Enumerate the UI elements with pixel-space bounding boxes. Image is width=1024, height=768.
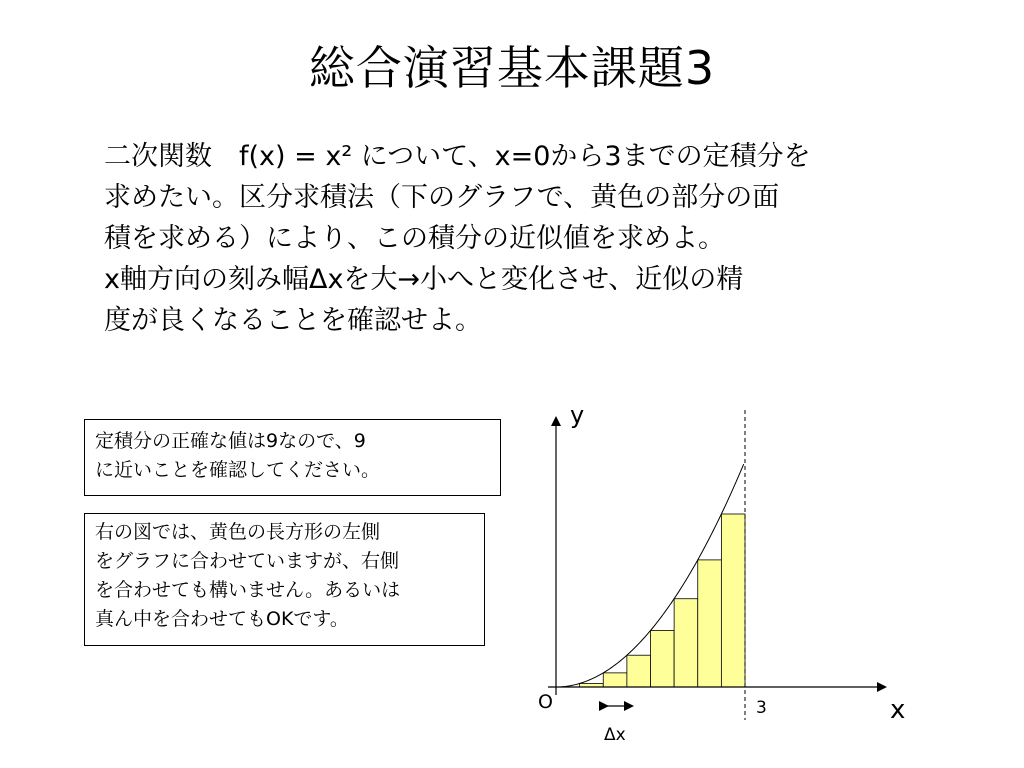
riemann-rect <box>627 655 651 687</box>
riemann-rect <box>651 631 675 687</box>
statement-line: 積を求める）により、この積分の近似値を求めよ。 <box>104 223 725 254</box>
note-line: 真ん中を合わせてもOKです。 <box>95 608 349 630</box>
delta-x-label: Δx <box>604 725 626 745</box>
note-line: をグラフに合わせていますが、右側 <box>95 550 400 572</box>
riemann-rect <box>721 514 745 687</box>
riemann-rectangles <box>580 514 745 687</box>
statement-line: 求めたい。区分求積法（下のグラフで、黄色の部分の面 <box>104 182 780 213</box>
slide-title: 総合演習基本課題3 <box>308 41 716 95</box>
note-line: を合わせても構いません。あるいは <box>95 579 401 601</box>
note-line: に近いことを確認してください。 <box>95 459 381 481</box>
statement-line: x軸方向の刻み幅Δxを大→小へと変化させ、近似の精 <box>104 264 744 295</box>
statement-line: 度が良くなることを確認せよ。 <box>104 305 482 336</box>
note-line: 右の図では、黄色の長方形の左側 <box>95 521 381 543</box>
x-axis-label: x <box>890 695 906 725</box>
origin-label: O <box>538 691 553 713</box>
x-tick-label: 3 <box>756 698 767 718</box>
riemann-rect <box>674 599 698 687</box>
note-line: 定積分の正確な値は9なので、9 <box>95 430 366 452</box>
riemann-rect <box>698 560 722 687</box>
statement-line: 二次関数 f(x) = x² について、x=0から3までの定積分を <box>104 141 811 172</box>
riemann-rect <box>603 673 627 687</box>
y-axis-label: y <box>570 401 585 429</box>
